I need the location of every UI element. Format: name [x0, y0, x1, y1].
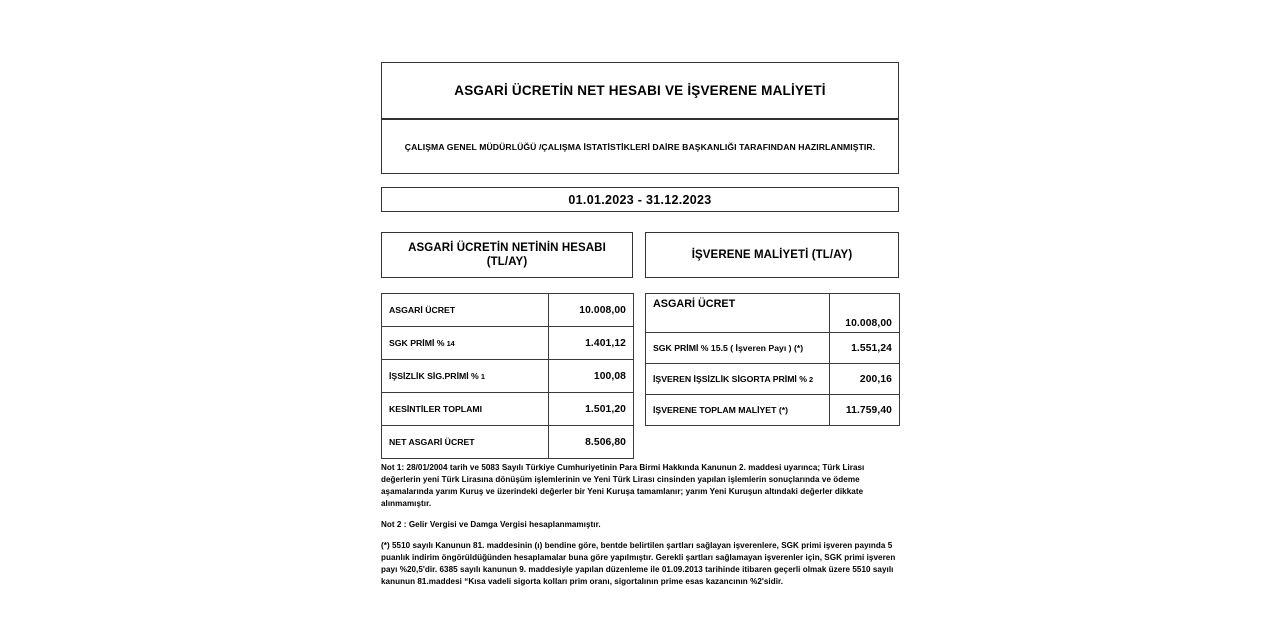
row-label-rate: 1	[478, 372, 485, 381]
left-section-header-unit: (TL/AY)	[486, 256, 528, 268]
period-box	[381, 187, 899, 212]
row-label: ASGARİ ÜCRET	[382, 294, 549, 327]
left-section-header-box	[381, 232, 633, 278]
footnote-note2: Not 2 : Gelir Vergisi ve Damga Vergisi hesaplanmamıştır.	[381, 519, 601, 529]
row-label: SGK PRİMİ % 15.5 ( İşveren Payı ) (*)	[646, 333, 830, 364]
row-value: 100,08	[549, 360, 634, 393]
row-label-rate: 14	[444, 339, 455, 348]
row-value: 8.506,80	[549, 426, 634, 459]
employer-cost-table	[645, 293, 900, 426]
document-title: ASGARİ ÜCRETİN NET HESABI VE İŞVERENE MALİYETİ	[454, 83, 826, 98]
table-row	[646, 395, 900, 426]
document-subtitle-box	[381, 119, 899, 174]
footnote-note1: Not 1: 28/01/2004 tarih ve 5083 Sayılı Türkiye Cumhuriyetinin Para Birmi Hakkında Kanunun 2. maddesi uyarınca; Türk Lirası değerlerin yeni Türk Lirasına dönüşüm işlemlerinin ve Yeni Türk Lirası cinsinden yapılan işlemlerin sonuçlarında ve ödeme aşamalarında yarım Kuruş ve üzerindeki değerler bir Yeni Kuruşa tamamlanır; yarım Yeni Kuruşun altındaki değerler dikkate alınmamıştır.	[381, 463, 865, 508]
table-row	[382, 327, 634, 360]
row-value: 1.551,24	[830, 333, 900, 364]
row-label: İŞSİZLİK SİG.PRİMİ % 1	[382, 360, 549, 393]
net-wage-calculation-table	[381, 293, 634, 459]
row-label: İŞVEREN İŞSİZLİK SİGORTA PRİMİ % 2	[646, 364, 830, 395]
row-value: 11.759,40	[830, 395, 900, 426]
row-value: 10.008,00	[549, 294, 634, 327]
table-row	[646, 294, 900, 333]
table-row	[382, 360, 634, 393]
right-section-header-box	[645, 232, 899, 278]
table-row	[382, 426, 634, 459]
table-row	[382, 393, 634, 426]
row-label: KESİNTİLER TOPLAMI	[382, 393, 549, 426]
table-row	[646, 364, 900, 395]
right-table-body	[646, 294, 900, 426]
right-section-header-title: İŞVERENE MALİYETİ (TL/AY)	[691, 248, 853, 261]
table-row	[382, 294, 634, 327]
table-row	[646, 333, 900, 364]
row-label: İŞVERENE TOPLAM MALİYET (*)	[646, 395, 830, 426]
left-section-header-title: ASGARİ ÜCRETİN NETİNİN HESABI	[408, 241, 606, 254]
period-label: 01.01.2023 - 31.12.2023	[568, 192, 712, 207]
row-value: 1.501,20	[549, 393, 634, 426]
document-title-box	[381, 62, 899, 119]
row-label: NET ASGARİ ÜCRET	[382, 426, 549, 459]
row-label-rate: 2	[806, 375, 814, 384]
document-subtitle: ÇALIŞMA GENEL MÜDÜRLÜĞÜ /ÇALIŞMA İSTATİSTİKLERİ DAİRE BAŞKANLIĞI TARAFINDAN HAZIRLANMIŞTIR.	[404, 141, 876, 152]
row-label: SGK PRİMİ % 14	[382, 327, 549, 360]
row-value: 10.008,00	[830, 294, 900, 333]
left-section-header	[408, 241, 606, 270]
footnotes	[381, 462, 903, 588]
left-table-body	[382, 294, 634, 459]
row-value: 1.401,12	[549, 327, 634, 360]
row-value: 200,16	[830, 364, 900, 395]
row-label: ASGARİ ÜCRET	[646, 294, 830, 333]
footnote-asterisk: (*) 5510 sayılı Kanunun 81. maddesinin (ı) bendine göre, bentde belirtilen şartları sağlayan işverenlere, SGK primi işveren payında 5 puanlık indirim öngörüldüğünden hesaplamalar buna göre yapılmıştır. Gerekli şartları sağlamayan işverenler için, SGK primi işveren payı %20,5'dir. 6385 sayılı kanunun 9. maddesiyle yapılan düzenleme ile 01.09.2013 tarihinde itibaren geçerli olmak üzere 5510 sayılı kanunun 81.maddesi “Kısa vadeli sigorta kolları prim oranı, sigortalının prime esas kazancının %2'sidir.	[381, 540, 896, 586]
